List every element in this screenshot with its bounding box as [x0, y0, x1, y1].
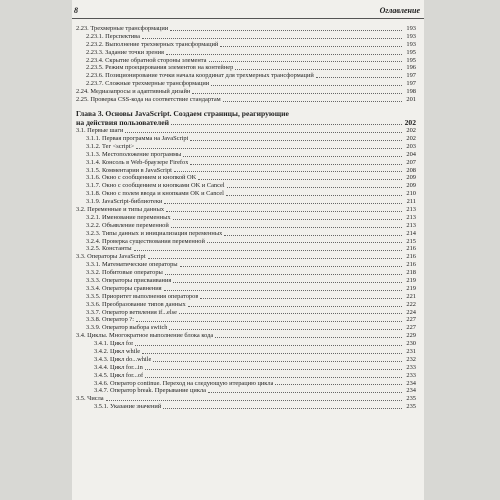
toc-entry-page: 208 [406, 166, 416, 174]
toc-entry-page: 231 [406, 348, 416, 356]
toc-entry [76, 143, 416, 151]
leader-dots [198, 179, 402, 180]
toc-entry-title: 3.2.1. Именование переменных [86, 213, 171, 221]
leader-dots [224, 235, 402, 236]
table-of-contents [76, 25, 416, 411]
toc-entry-page: 233 [406, 371, 416, 379]
toc-entry [76, 57, 416, 65]
toc-entry [76, 190, 416, 198]
toc-entry-page: 224 [406, 308, 416, 316]
toc-entry-page: 216 [406, 245, 416, 253]
toc-entry-title: 3.3.7. Оператор ветвления if...else [86, 308, 177, 316]
leader-dots [211, 85, 402, 86]
toc-entry-title: 3.4. Циклы. Многократное выполнение блока кода [76, 332, 214, 340]
chapter-heading [76, 110, 416, 127]
leader-dots [165, 274, 402, 275]
leader-dots [136, 148, 402, 149]
toc-entry-title: 2.23.1. Перспектива [86, 32, 140, 40]
leader-dots [145, 377, 402, 378]
toc-entry [76, 340, 416, 348]
toc-entry-title: 3.4.7. Оператор break. Прерывание цикла [94, 387, 206, 395]
toc-entry [76, 230, 416, 238]
chapter-title-line-2: на действия пользователей [76, 117, 170, 127]
toc-entry-title: 2.23.5. Режим проецирования элементов на контейнер [86, 64, 234, 72]
toc-entry [76, 403, 416, 411]
toc-entry-title: 3.4.2. Цикл while [94, 348, 141, 356]
toc-entry-page: 196 [406, 64, 416, 72]
toc-entry-title: 3.1.8. Окно с полем ввода и кнопками OK и Cancel [86, 190, 224, 198]
running-title: Оглавление [379, 6, 420, 15]
toc-entry-page: 213 [406, 205, 416, 213]
toc-entry-page: 232 [406, 355, 416, 363]
toc-entry-title: 3.3.3. Операторы присваивания [86, 277, 172, 284]
toc-entry-page: 211 [406, 198, 416, 206]
leader-dots [215, 337, 402, 338]
toc-entry-page: 197 [406, 72, 416, 80]
toc-entry [76, 206, 416, 214]
toc-entry [76, 387, 416, 395]
running-header [72, 4, 424, 19]
leader-dots [316, 77, 402, 78]
toc-entry [76, 395, 416, 403]
leader-dots [183, 156, 402, 157]
toc-entry [76, 182, 416, 190]
leader-dots [200, 298, 402, 299]
toc-entry [76, 88, 416, 96]
toc-entry-title: 3.1.3. Местоположение программы [86, 150, 182, 158]
toc-entry-page: 202 [406, 127, 416, 135]
chapter-page-number: 202 [404, 117, 416, 127]
toc-entry-title: 2.23.7. Сложные трехмерные трансформации [86, 80, 210, 88]
toc-entry-title: 2.23.4. Скрытие обратной стороны элемента [86, 56, 207, 64]
toc-entry-page: 195 [406, 48, 416, 56]
toc-entry-page: 234 [406, 379, 416, 387]
toc-entry-title: 3.3.2. Побитовые операторы [86, 269, 163, 277]
leader-dots [171, 227, 402, 228]
leader-dots [170, 30, 402, 31]
toc-entry [76, 214, 416, 222]
toc-entry [76, 174, 416, 182]
toc-entry [76, 372, 416, 380]
leader-dots [192, 93, 402, 94]
toc-entry-page: 195 [406, 56, 416, 64]
toc-entry-title: 2.25. Проверка CSS-кода на соответствие стандартам [76, 96, 221, 103]
toc-entry [76, 277, 416, 285]
toc-entry-title: 3.1.6. Окно с сообщением и кнопкой OK [86, 174, 197, 182]
page-number: 8 [74, 6, 78, 15]
leader-dots [190, 140, 402, 141]
toc-entry-title: 2.23.2. Выполнение трехмерных трансформаций [86, 40, 219, 48]
toc-entry-page: 218 [406, 269, 416, 277]
toc-entry-title: 3.3. Операторы JavaScript [76, 253, 146, 261]
toc-entry-title: 3.1. Первые шаги [76, 127, 124, 135]
toc-entry-title: 3.5. Числа [76, 395, 104, 403]
toc-entry [76, 25, 416, 33]
leader-dots [166, 54, 402, 55]
leader-dots [106, 400, 402, 401]
toc-entry-page: 216 [406, 253, 416, 261]
toc-entry [76, 80, 416, 88]
leader-dots [173, 282, 402, 283]
toc-entry-title: 3.2. Переменные и типы данных [76, 205, 165, 213]
toc-entry-title: 3.4.4. Цикл for...in [94, 363, 143, 371]
toc-entry-title: 3.3.8. Оператор ?: [86, 316, 135, 324]
toc-entry-page: 219 [406, 284, 416, 292]
leader-dots [166, 211, 402, 212]
toc-entry-page: 204 [406, 150, 416, 158]
toc-entry-page: 214 [406, 229, 416, 237]
toc-entry-title: 2.24. Медиазапросы и адаптивный дизайн [76, 88, 191, 96]
toc-entry [76, 380, 416, 388]
leader-dots [190, 164, 402, 165]
toc-entry-page: 193 [406, 40, 416, 48]
toc-entry [76, 135, 416, 143]
toc-entry-title: 3.1.1. Первая программа на JavaScript [86, 134, 189, 142]
toc-entry [76, 41, 416, 49]
leader-dots [134, 250, 402, 251]
toc-entry-page: 209 [406, 174, 416, 182]
leader-dots [142, 38, 402, 39]
toc-entry [76, 348, 416, 356]
leader-dots [235, 69, 402, 70]
toc-entry-title: 3.1.2. Тег <script> [86, 142, 135, 150]
toc-entry-page: 230 [406, 340, 416, 348]
toc-entry [76, 261, 416, 269]
toc-entry [76, 127, 416, 135]
toc-entry-page: 193 [406, 32, 416, 40]
toc-entry-page: 197 [406, 80, 416, 88]
leader-dots [209, 61, 402, 62]
toc-entry-title: 3.4.5. Цикл for...of [94, 371, 144, 379]
chapter-title-line-1: Глава 3. Основы JavaScript. Создаем страницы, реагирующие [76, 108, 289, 118]
toc-entry-title: 3.3.5. Приоритет выполнения операторов [86, 292, 199, 300]
toc-entry-title: 3.5.1. Указание значений [94, 403, 162, 411]
toc-entry [76, 198, 416, 206]
leader-dots [275, 384, 402, 385]
leader-dots [220, 46, 402, 47]
leader-dots [145, 369, 402, 370]
toc-entry [76, 309, 416, 317]
leader-dots [164, 290, 402, 291]
toc-entry-page: 193 [406, 24, 416, 32]
toc-entry [76, 167, 416, 175]
toc-entry-title: 3.2.5. Константы [86, 245, 132, 253]
toc-entry-title: 3.2.3. Типы данных и инициализация переменных [86, 229, 223, 237]
toc-entry [76, 332, 416, 340]
toc-entry [76, 222, 416, 230]
leader-dots [174, 171, 402, 172]
toc-entry [76, 301, 416, 309]
toc-entry-title: 3.2.2. Объявление переменной [86, 221, 169, 229]
toc-entry-title: 3.3.9. Оператор выбора switch [86, 324, 168, 332]
toc-entry-page: 233 [406, 363, 416, 371]
leader-dots [223, 101, 402, 102]
leader-dots [148, 258, 402, 259]
toc-entry-page: 210 [406, 190, 416, 198]
toc-entry-page: 235 [406, 403, 416, 411]
toc-entry [76, 159, 416, 167]
toc-entry-title: 3.3.6. Преобразование типов данных [86, 300, 186, 308]
leader-dots [136, 321, 402, 322]
toc-entry-page: 222 [406, 300, 416, 308]
leader-dots [153, 361, 402, 362]
toc-entry-title: 3.4.3. Цикл do...while [94, 355, 152, 363]
toc-entry-title: 3.1.4. Консоль в Web-браузере Firefox [86, 158, 189, 166]
toc-entry-page: 227 [406, 316, 416, 324]
toc-entry-title: 2.23.3. Задание точки зрения [86, 48, 164, 56]
toc-entry [76, 151, 416, 159]
toc-entry-title: 3.1.9. JavaScript-библиотеки [86, 198, 163, 206]
leader-dots [163, 408, 402, 409]
leader-dots [188, 306, 402, 307]
toc-entry-title: 3.4.1. Цикл for [94, 340, 134, 348]
toc-entry-page: 213 [406, 221, 416, 229]
toc-entry [76, 253, 416, 261]
leader-dots [169, 329, 402, 330]
toc-entry [76, 72, 416, 80]
toc-section-chapter-3 [76, 127, 416, 411]
book-page [72, 0, 424, 500]
chapter-title-line-2-row [76, 119, 416, 128]
toc-section-chapter-2-end [76, 25, 416, 104]
leader-dots [171, 124, 402, 125]
leader-dots [227, 187, 402, 188]
leader-dots [207, 242, 402, 243]
toc-entry-title: 3.2.4. Проверка существования переменной [86, 237, 205, 245]
toc-entry-title: 3.3.4. Операторы сравнения [86, 284, 162, 292]
leader-dots [164, 203, 402, 204]
leader-dots [180, 266, 402, 267]
toc-entry-page: 235 [406, 395, 416, 403]
toc-entry-page: 229 [406, 332, 416, 340]
toc-entry [76, 245, 416, 253]
toc-entry-title: 3.4.6. Оператор continue. Переход на следующую итерацию цикла [94, 379, 274, 387]
toc-entry-page: 207 [406, 158, 416, 166]
toc-entry-title: 2.23.6. Позиционирование точки начала координат для трехмерных трансформаций [86, 72, 314, 80]
leader-dots [208, 392, 402, 393]
toc-entry [76, 238, 416, 246]
leader-dots [173, 219, 402, 220]
toc-entry-page: 227 [406, 324, 416, 332]
leader-dots [179, 313, 402, 314]
toc-entry-page: 213 [406, 213, 416, 221]
toc-entry [76, 96, 416, 104]
toc-entry-page: 219 [406, 277, 416, 284]
toc-entry [76, 269, 416, 277]
toc-entry-title: 3.1.5. Комментарии в JavaScript [86, 166, 172, 174]
toc-entry [76, 316, 416, 324]
toc-entry-page: 221 [406, 292, 416, 300]
toc-entry [76, 285, 416, 293]
toc-entry-page: 216 [406, 261, 416, 269]
toc-entry-title: 3.3.1. Математические операторы [86, 261, 178, 269]
toc-entry [76, 356, 416, 364]
toc-entry [76, 49, 416, 57]
toc-entry-page: 209 [406, 182, 416, 190]
leader-dots [125, 132, 402, 133]
toc-entry-page: 234 [406, 387, 416, 395]
leader-dots [142, 353, 402, 354]
toc-entry-title: 2.23. Трехмерные трансформации [76, 24, 169, 32]
toc-entry [76, 324, 416, 332]
toc-entry-page: 203 [406, 142, 416, 150]
toc-entry [76, 364, 416, 372]
toc-entry-page: 215 [406, 237, 416, 245]
toc-entry-page: 202 [406, 134, 416, 142]
toc-entry [76, 64, 416, 72]
toc-entry [76, 33, 416, 41]
leader-dots [226, 195, 402, 196]
toc-entry-page: 201 [406, 96, 416, 103]
toc-entry-title: 3.1.7. Окно с сообщением и кнопками OK и Cancel [86, 182, 225, 190]
toc-entry-page: 198 [406, 88, 416, 96]
leader-dots [135, 345, 402, 346]
toc-entry [76, 293, 416, 301]
